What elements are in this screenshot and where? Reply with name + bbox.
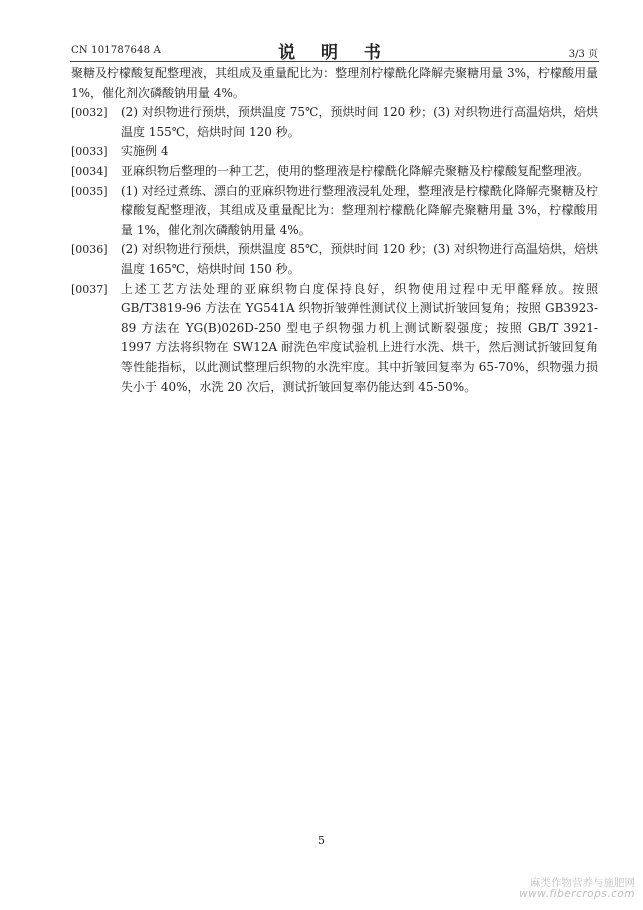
- watermark: [519, 878, 635, 900]
- paragraph-text: 上述工艺方法处理的亚麻织物白度保持良好，织物使用过程中无甲醛释放。按照 GB/T3819-96 方法在 YG541A 织物折皱弹性测试仪上测试折皱回复角；按照 GB3923-89 方法在 YG(B)026D-250 型电子织物强力机上测试断裂强度；按照 GB/T 3921-1997 方法将织物在 SW12A 耐洗色牢度试验机上进行水洗、烘干，然后测试折皱回复角等性能指标，以此测试整理后织物的水洗牢度。其中折皱回复率为 65-70%，织物强力损失小于 40%，水洗 20 次后，测试折皱回复率仍能达到 45-50%。: [121, 281, 598, 394]
- paragraph-number: [0032]: [71, 106, 108, 120]
- paragraph-number: [0035]: [71, 184, 108, 198]
- paragraph-0032: [71, 103, 598, 142]
- document-body: [71, 64, 598, 397]
- paragraph-text: 聚糖及柠檬酸复配整理液，其组成及重量配比为：整理剂柠檬酰化降解壳聚糖用量 3%，柠檬酸用量 1%，催化剂次磷酸钠用量 4%。: [71, 66, 598, 100]
- paragraph-continuation: [71, 64, 598, 103]
- document-title: 说 明 书: [278, 43, 391, 63]
- patent-number: CN 101787648 A: [71, 45, 162, 56]
- paragraph-number: [0034]: [71, 164, 108, 178]
- paragraph-text: (1) 对经过煮练、漂白的亚麻织物进行整理液浸轧处理，整理液是柠檬酰化降解壳聚糖及柠檬酸复配整理液，其组成及重量配比为：整理剂柠檬酰化降解壳聚糖用量 3%，柠檬酸用量 1%，催化剂次磷酸钠用量 4%。: [121, 183, 598, 237]
- watermark-url: www.fibercrops.com: [519, 888, 635, 900]
- paragraph-text: 亚麻织物后整理的一种工艺，使用的整理液是柠檬酰化降解壳聚糖及柠檬酸复配整理液。: [121, 163, 590, 178]
- paragraph-0034: [71, 162, 598, 182]
- paragraph-text: (2) 对织物进行预烘，预烘温度 85℃，预烘时间 120 秒；(3) 对织物进行高温焙烘，焙烘温度 165℃，焙烘时间 150 秒。: [121, 242, 598, 276]
- paragraph-number: [0033]: [71, 145, 108, 159]
- paragraph-0036: [71, 240, 598, 279]
- paragraph-0033: [71, 142, 598, 162]
- header-rule: [70, 61, 599, 62]
- watermark-site-name: 麻类作物营养与施肥网: [530, 877, 635, 889]
- paragraph-number: [0037]: [71, 282, 108, 296]
- page-indicator: 3/3 页: [568, 49, 598, 60]
- paragraph-number: [0036]: [71, 243, 108, 257]
- paragraph-text: (2) 对织物进行预烘，预烘温度 75℃，预烘时间 120 秒；(3) 对织物进行高温焙烘，焙烘温度 155℃，焙烘时间 120 秒。: [121, 105, 598, 139]
- paragraph-0035: [71, 182, 598, 241]
- page-header: [71, 38, 598, 63]
- page-number: 5: [318, 834, 325, 847]
- paragraph-text: 实施例 4: [121, 144, 169, 159]
- paragraph-0037: [71, 280, 598, 398]
